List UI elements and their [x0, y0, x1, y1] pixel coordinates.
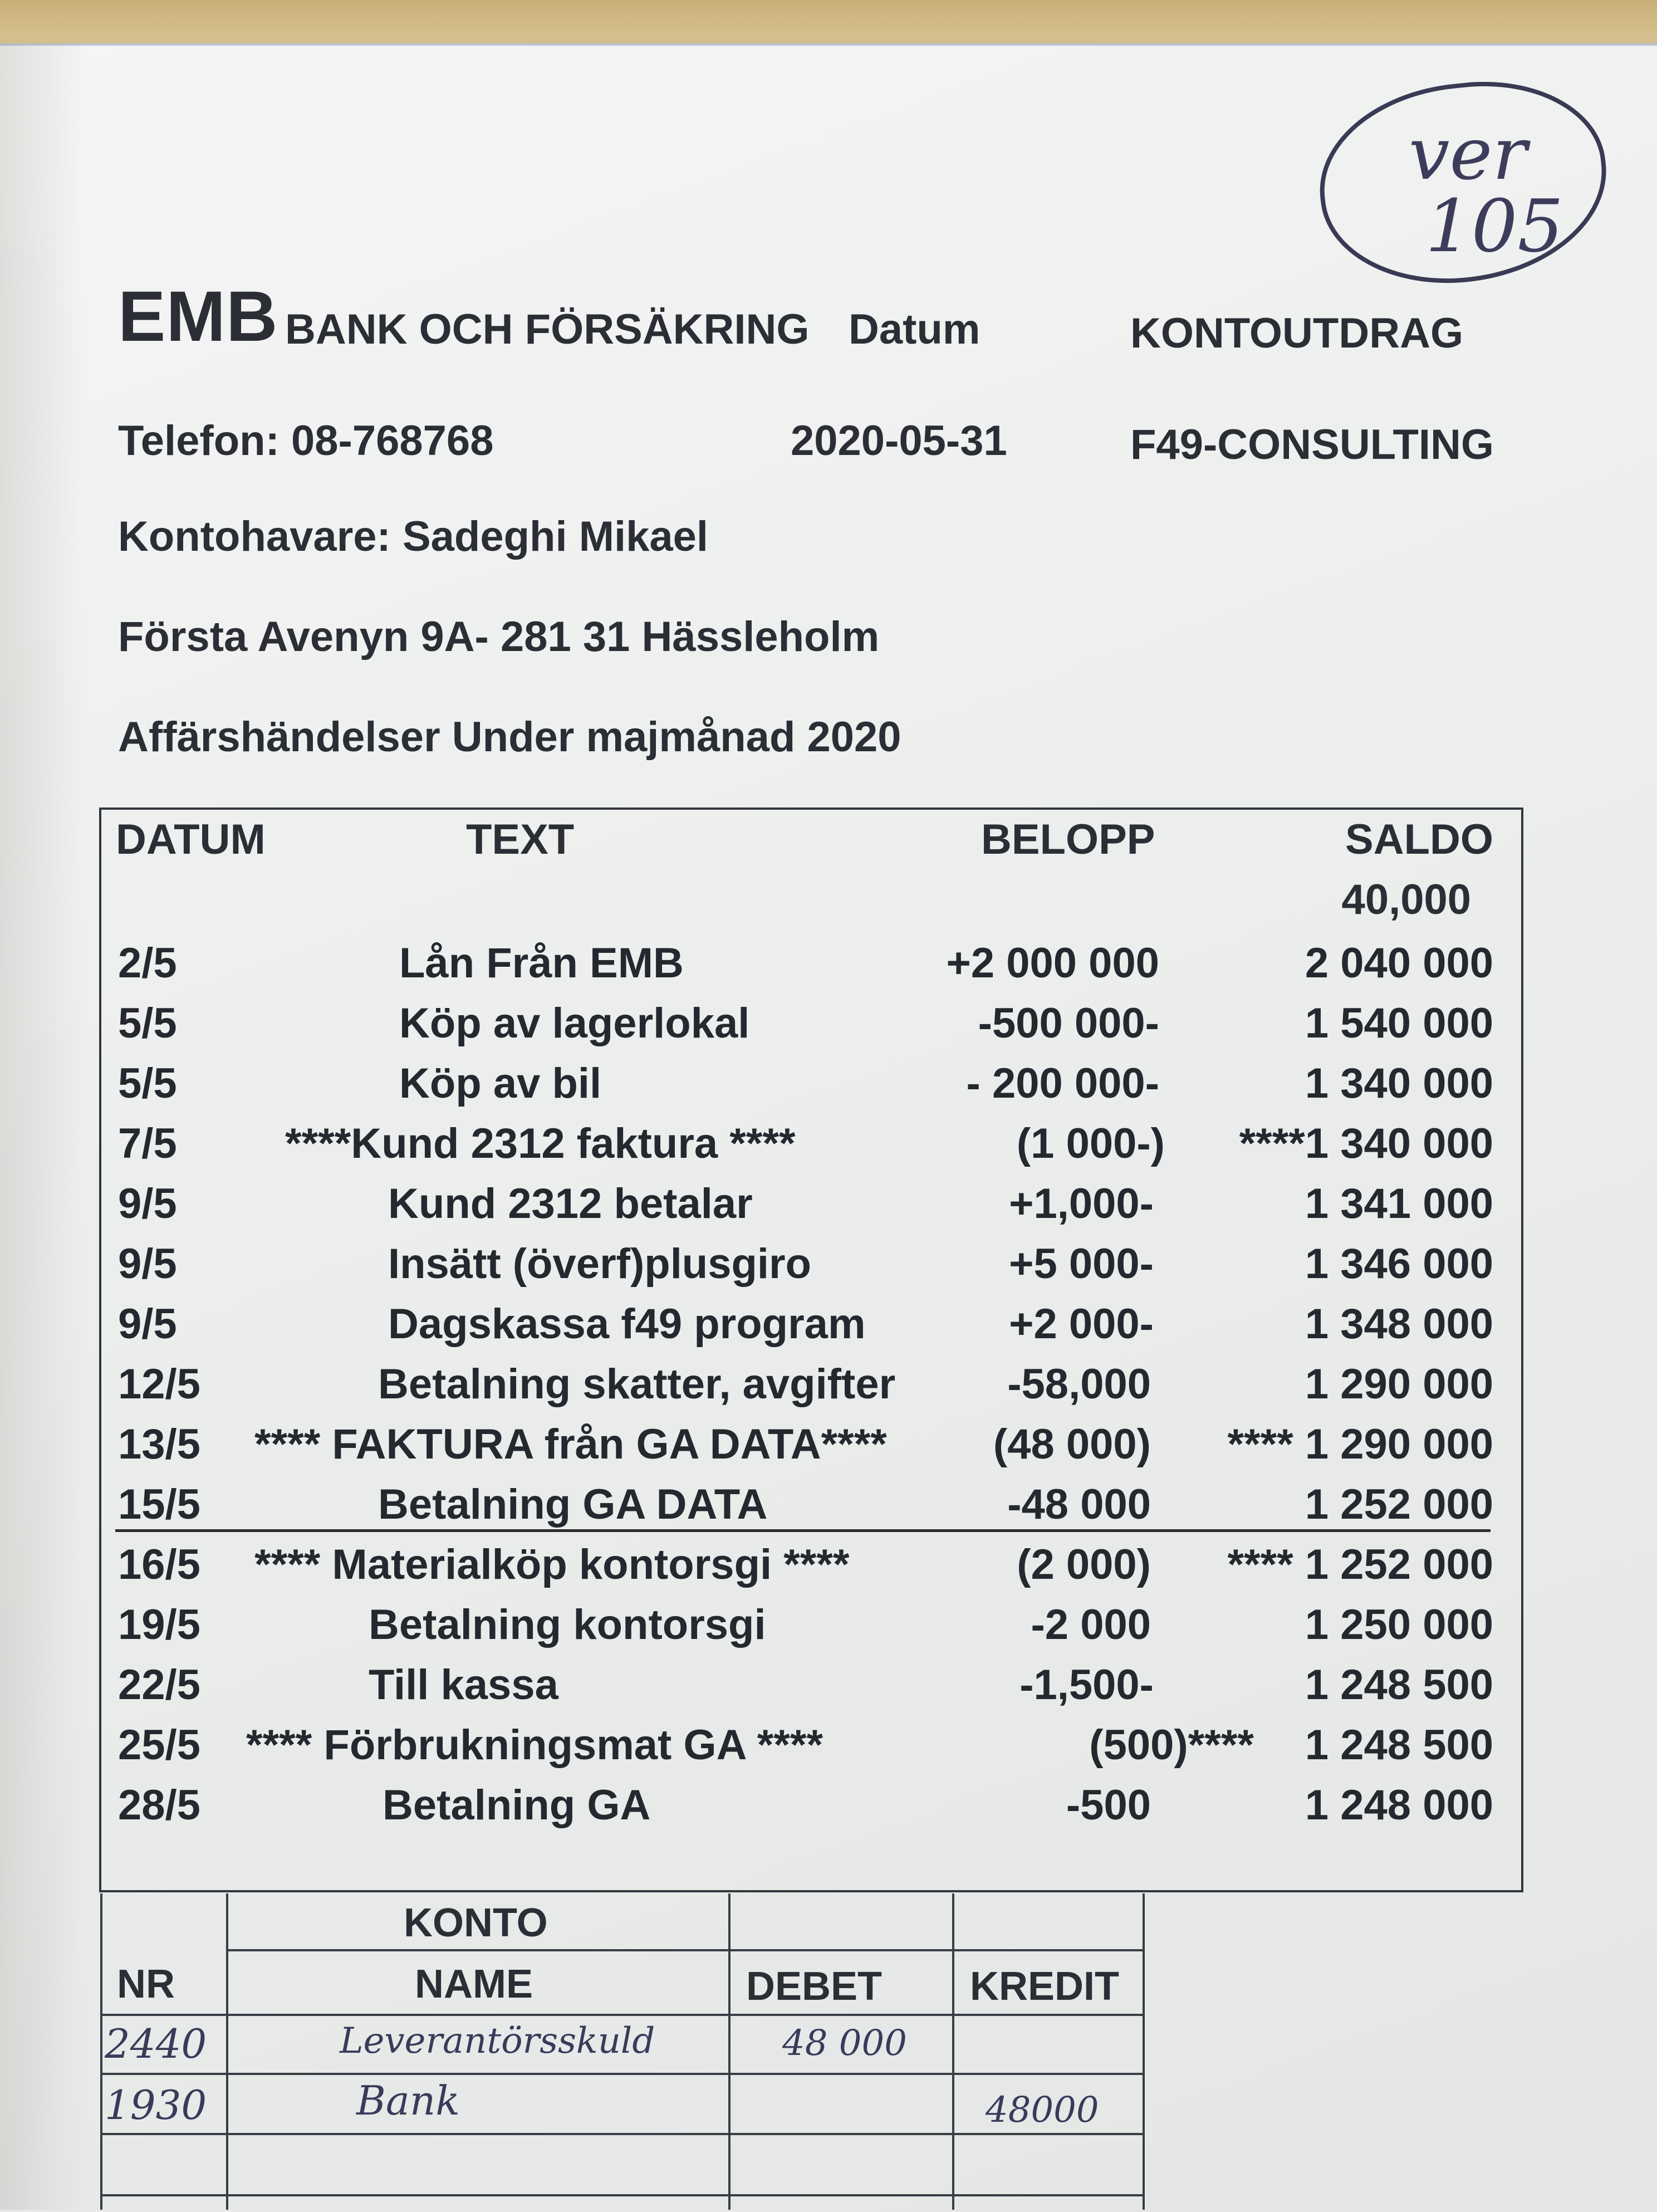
row-amount: -500 000-: [978, 1000, 1159, 1047]
paper-shadow: [0, 43, 84, 2210]
row-date: 22/5: [118, 1661, 200, 1709]
opening-balance: 40,000: [1341, 876, 1471, 923]
column-header-amount: BELOPP: [981, 816, 1155, 863]
stamp-line-1: ver: [1409, 111, 1527, 196]
row-balance: 1 348 000: [1305, 1300, 1493, 1348]
row-balance: 2 040 000: [1305, 939, 1493, 987]
table-row: [101, 1054, 1521, 1114]
konto-table: [100, 1893, 1145, 2210]
statement-date: 2020-05-31: [791, 417, 1007, 464]
bank-name: BANK OCH FÖRSÄKRING: [285, 306, 810, 353]
table-row: [101, 1234, 1521, 1294]
row-date: 13/5: [118, 1421, 200, 1468]
row-text: Kund 2312 betalar: [388, 1180, 753, 1227]
row-balance: 1 248 500: [1305, 1661, 1493, 1709]
row-amount: - 200 000-: [966, 1060, 1159, 1107]
row-amount: -58,000: [1007, 1361, 1151, 1408]
table-row: [101, 933, 1521, 994]
row-balance: 1 346 000: [1305, 1240, 1493, 1288]
row-balance: 1 340 000: [1305, 1060, 1493, 1107]
row-amount: +2 000-: [1009, 1300, 1154, 1348]
konto-header-nr: NR: [117, 1962, 175, 2007]
row-balance: 1 252 000: [1305, 1481, 1493, 1528]
row-balance: 1 290 000: [1305, 1361, 1493, 1408]
konto-row-nr: 2440: [105, 2020, 207, 2067]
row-amount: (48 000): [993, 1421, 1151, 1468]
table-row: [101, 1294, 1521, 1354]
row-text: Lån Från EMB: [399, 939, 684, 987]
row-date: 9/5: [118, 1300, 177, 1348]
period-title: Affärshändelser Under majmånad 2020: [118, 713, 901, 761]
table-row: [101, 994, 1521, 1054]
table-row: [101, 1715, 1521, 1775]
row-date: 5/5: [118, 1060, 177, 1107]
row-amount: -2 000: [1031, 1601, 1151, 1648]
konto-grid-line: [100, 2014, 1145, 2016]
table-row: [101, 1415, 1521, 1475]
row-date: 2/5: [118, 939, 177, 987]
konto-grid-line: [100, 2194, 1145, 2196]
row-text: Köp av bil: [399, 1060, 602, 1107]
konto-row-name: Bank: [356, 2077, 460, 2124]
row-balance: 1 250 000: [1305, 1601, 1493, 1648]
stamp-line-2: 105: [1425, 184, 1564, 268]
row-balance: 1 540 000: [1305, 1000, 1493, 1047]
konto-header-kredit: KREDIT: [970, 1964, 1119, 2009]
row-balance: **** 1 290 000: [1227, 1421, 1493, 1468]
row-amount: +5 000-: [1009, 1240, 1154, 1288]
row-text: Insätt (överf)plusgiro: [388, 1240, 812, 1288]
row-amount: +2 000 000: [946, 939, 1159, 987]
row-amount: (500)****: [1089, 1721, 1254, 1769]
bank-logo-text: EMB: [118, 277, 278, 356]
row-text: **** Materialköp kontorsgi ****: [254, 1541, 850, 1588]
phone-number: Telefon: 08-768768: [118, 417, 494, 464]
konto-grid-line: [952, 1893, 954, 2210]
row-text: Betalning GA: [383, 1782, 651, 1829]
row-amount: -48 000: [1007, 1481, 1151, 1528]
konto-header-debet: DEBET: [746, 1964, 883, 2009]
address: Första Avenyn 9A- 281 31 Hässleholm: [118, 613, 880, 660]
konto-row-debet: 48 000: [782, 2023, 907, 2064]
konto-grid-line: [100, 1893, 102, 2210]
row-balance: 1 248 000: [1305, 1782, 1493, 1829]
table-row: [101, 1174, 1521, 1234]
row-text: Betalning kontorsgi: [369, 1601, 766, 1648]
konto-grid-line: [728, 1893, 731, 2210]
row-amount: +1,000-: [1009, 1180, 1154, 1227]
row-text: **** Förbrukningsmat GA ****: [246, 1721, 823, 1769]
column-header-date: DATUM: [116, 816, 266, 863]
document-type: KONTOUTDRAG: [1130, 310, 1464, 357]
table-row: [101, 1114, 1521, 1174]
account-holder: Kontohavare: Sadeghi Mikael: [118, 513, 709, 560]
row-text: Betalning GA DATA: [378, 1481, 768, 1528]
row-text: Köp av lagerlokal: [399, 1000, 750, 1047]
row-amount: -500: [1066, 1782, 1151, 1829]
column-header-balance: SALDO: [1345, 816, 1493, 863]
row-text: Till kassa: [369, 1661, 558, 1709]
konto-grid-line: [1143, 1893, 1145, 2210]
konto-row-kredit: 48000: [986, 2089, 1099, 2131]
row-date: 12/5: [118, 1361, 200, 1408]
row-balance: **** 1 252 000: [1227, 1541, 1493, 1588]
table-row: [101, 1354, 1521, 1415]
row-date: 28/5: [118, 1782, 200, 1829]
row-balance: ****1 340 000: [1239, 1120, 1493, 1167]
row-text: Betalning skatter, avgifter: [378, 1361, 896, 1408]
row-text: **** FAKTURA från GA DATA****: [254, 1421, 887, 1468]
table-row: [101, 1475, 1521, 1535]
table-row: [101, 1595, 1521, 1655]
konto-row-name: Leverantörsskuld: [340, 2020, 655, 2062]
row-date: 19/5: [118, 1601, 200, 1648]
row-balance: 1 341 000: [1305, 1180, 1493, 1227]
statement-table: [99, 808, 1523, 1892]
row-date: 9/5: [118, 1180, 177, 1227]
row-date: 9/5: [118, 1240, 177, 1288]
row-date: 7/5: [118, 1120, 177, 1167]
row-date: 25/5: [118, 1721, 200, 1769]
divider-line: [115, 1529, 1491, 1532]
konto-row-nr: 1930: [105, 2082, 207, 2128]
row-date: 15/5: [118, 1481, 200, 1528]
row-text: ****Kund 2312 faktura ****: [285, 1120, 796, 1167]
company-name: F49-CONSULTING: [1130, 421, 1494, 468]
konto-group-header: KONTO: [404, 1901, 548, 1945]
konto-grid-line: [100, 2073, 1145, 2075]
konto-grid-line: [100, 2133, 1145, 2135]
date-label: Datum: [849, 306, 981, 353]
table-row: [101, 1535, 1521, 1595]
table-row: [101, 1775, 1521, 1836]
column-header-text: TEXT: [466, 816, 575, 863]
row-amount: (1 000-): [1016, 1120, 1165, 1167]
konto-grid-line: [226, 1949, 1145, 1951]
row-balance: 1 248 500: [1305, 1721, 1493, 1769]
row-amount: -1,500-: [1019, 1661, 1154, 1709]
row-amount: (2 000): [1017, 1541, 1151, 1588]
konto-grid-line: [226, 1893, 228, 2210]
konto-header-name: NAME: [415, 1962, 533, 2007]
row-date: 5/5: [118, 1000, 177, 1047]
row-text: Dagskassa f49 program: [388, 1300, 866, 1348]
row-date: 16/5: [118, 1541, 200, 1588]
table-row: [101, 1655, 1521, 1715]
